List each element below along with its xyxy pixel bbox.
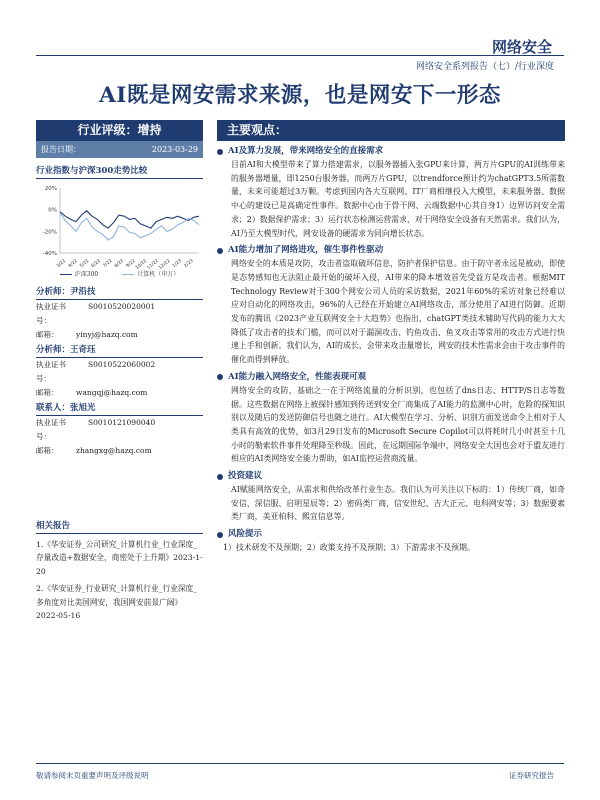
legend-label-computer: 计算机（申万） xyxy=(137,271,180,278)
analyst-mail-row xyxy=(36,328,203,342)
analyst-mail-row xyxy=(36,444,203,458)
related-report-item[interactable]: 1.《华安证券_公司研究_计算机行业_行业深度_存量改造+数据安全，商密处于上升期》2023-1-20 xyxy=(36,540,203,576)
analyst-2 xyxy=(36,344,203,400)
analyst-mail-row xyxy=(36,386,203,400)
cert-value: S0010121090040 xyxy=(88,418,156,427)
footer-report-type: 证券研究报告 xyxy=(509,771,554,780)
x-tick-label: 7/22 xyxy=(102,258,114,270)
point-paragraph: 网络安全的攻防，基础之一在于网络流量的分析识别，也包括了dns日志、HTTP/S日志等数据。这些数据在网络上被探针感知到传送到安全厂商集成了AI能力的监测中心时，危险的探知识别以及随后的发送防御信号也随之进行。AI大模型在学习、分析、识别方面发送命令上相对于人类具有高效的优势，如3月29日发布的Microsoft Secure Copilot可以将耗时几小时甚至十几小时的勒索软件事件处理降至秒级。因此，在远期国际争端中，网络安全大国也会对于盟友进行相应的AI类网络安全能力帮助，如AI监控运营商流量。 xyxy=(231,385,565,464)
chart-legend xyxy=(36,271,203,279)
point-paragraph: 目前AI和大模型带来了算力搭建需求，以服务器插入张GPU来计算，两万片GPU的AI训练带来的服务器增量，即1250台服务器。而两万片GPU，以trendforce预计约为chatGPT3.5所需数量，未来可能超过3万颗。考虑到国内各大互联网、IT厂商相继投入大模型，未来服务器、数据中心的建设已是高确定性事件。数据中心由于骨干网、云端数据中心其自身1）边界访问安全需求；2）数据保护需求；3）运行状态检测运营需求，对于网络安全设备有天然需求。我们认为，AI乃至大模型时代，网安设备的硬需求为同向增长状态。 xyxy=(231,160,565,238)
brand-title: 网络安全 xyxy=(491,38,552,56)
report-date-row xyxy=(36,141,203,158)
chart-title-divider xyxy=(36,178,203,179)
mail-value[interactable]: yinyj@hazq.com xyxy=(76,330,138,339)
cert-label: 执业证书号： xyxy=(36,418,66,441)
x-tick-label: 1/23 xyxy=(171,258,183,270)
analyst-name: 联系人：张旭光 xyxy=(36,402,203,416)
series-line-hs300 xyxy=(60,211,199,228)
analyst-1 xyxy=(36,286,203,342)
x-tick-label: 2/23 xyxy=(183,258,195,270)
point-heading-text: AI及算力发展，带来网络安全的直接需求 xyxy=(228,146,384,156)
related-reports-title: 相关报告 xyxy=(36,520,203,534)
point-heading xyxy=(217,145,565,158)
cert-label: 执业证书号： xyxy=(36,360,66,383)
bullet-icon xyxy=(217,149,223,155)
x-tick-label: 12/22 xyxy=(158,258,172,271)
mail-label: 邮箱： xyxy=(36,446,59,455)
x-tick-label: 11/22 xyxy=(146,258,160,271)
mail-label: 邮箱： xyxy=(36,388,59,397)
analyst-cert-row xyxy=(36,300,203,328)
point-paragraph: AI赋能网络安全，从需求和供给改革行业生态。我们认为可关注以下标的：1）传统厂商，如奇安信、深信服、启明星辰等；2）密码类厂商，信安世纪、吉大正元、电科网安等；3）数据要素类厂商，美亚柏科、熙宜信息等。 xyxy=(231,485,565,522)
point-paragraph: 1）技术研发不及预期；2）政策支持不及预期；3）下游需求不及预期。 xyxy=(223,543,475,553)
y-tick-label: 20% xyxy=(44,186,57,192)
legend-swatch-hs300 xyxy=(60,274,72,275)
mail-label: 邮箱： xyxy=(36,330,59,339)
bullet-icon xyxy=(217,532,223,538)
main-points-header: 主要观点： xyxy=(217,120,565,141)
left-column xyxy=(36,120,203,622)
report-series: 网络安全系列报告（七）/行业深度 xyxy=(415,62,554,72)
x-tick-label: 4/22 xyxy=(67,258,79,270)
footer-disclaimer[interactable]: 敬请参阅末页重要声明及评级说明 xyxy=(36,771,149,780)
bullet-icon xyxy=(217,474,223,480)
bullet-icon xyxy=(217,374,223,380)
legend-item-computer xyxy=(122,271,179,279)
point-heading xyxy=(217,244,565,257)
industry-rating: 行业评级：增持 xyxy=(36,120,203,141)
analyst-name: 分析师：王奇珏 xyxy=(36,344,203,358)
y-tick-label: -40% xyxy=(42,251,57,257)
point-heading-text: 风险提示 xyxy=(228,529,263,540)
report-title: AI既是网安需求来源，也是网安下一形态 xyxy=(99,83,501,108)
point-heading-text: AI能力融入网络安全，性能表现可观 xyxy=(228,371,367,382)
legend-label-hs300: 沪深300 xyxy=(74,271,99,278)
index-chart-svg xyxy=(36,183,203,271)
chart-title: 行业指数与沪深300走势比较 xyxy=(36,166,148,176)
y-tick-label: -20% xyxy=(42,229,57,236)
x-tick-label: 8/22 xyxy=(114,258,125,270)
main-column xyxy=(217,120,565,555)
x-tick-label: 9/22 xyxy=(125,258,137,270)
point-ai-defense xyxy=(217,371,565,466)
report-date-label: 报告日期： xyxy=(41,145,81,154)
index-chart xyxy=(36,183,203,279)
mail-value[interactable]: zhangxg@hazq.com xyxy=(76,446,152,455)
point-heading-text: AI能力增加了网络进攻，催生事件性驱动 xyxy=(228,245,384,256)
analyst-cert-row xyxy=(36,416,203,444)
point-risk xyxy=(217,528,565,555)
point-heading xyxy=(217,528,565,541)
point-ai-compute xyxy=(217,145,565,240)
bullet-icon xyxy=(217,248,223,254)
analyst-cert-row xyxy=(36,358,203,386)
header-divider xyxy=(36,55,564,56)
point-ai-attack xyxy=(217,244,565,367)
report-date-value: 2023-03-29 xyxy=(151,145,198,154)
cert-label: 执业证书号： xyxy=(36,302,66,325)
point-heading-text: 投资建议 xyxy=(228,471,263,482)
point-heading xyxy=(217,470,565,483)
related-report-item[interactable]: 2.《华安证券_行业研究_计算机行业_行业深度_多角度对比美国网安，我国网安前景广阔》2022-05-16 xyxy=(36,584,198,621)
x-tick-label: 6/22 xyxy=(90,258,102,270)
y-tick-label: 0% xyxy=(48,207,57,214)
footer-divider xyxy=(36,763,564,764)
analyst-3 xyxy=(36,402,203,458)
x-tick-label: 10/22 xyxy=(135,258,149,271)
x-tick-label: 5/22 xyxy=(79,258,91,270)
legend-item-hs300 xyxy=(60,271,98,279)
mail-value[interactable]: wangqj@hazq.com xyxy=(76,388,148,397)
legend-swatch-computer xyxy=(122,274,134,275)
point-paragraph: 网络安全的本质是攻防，攻击者盗取破坏信息，防护者保护信息。由于防守者永远是被动，即使是态势感知也无法阻止最开始的破坏入侵，AI带来的降本增效首先受益方是攻击者。根据MIT Technology Review对于300个网安公司人员的采访数据，2021年60%的采访对象已经难以应对自动化的网络攻击，96%的人已经在开始建立AI网络攻击，部分使用了AI进行防御。近期发布的腾讯《2023产业互联网安全十大趋势》也指出，chatGPT类技术辅助写代码的能力大大降低了攻击者的技术门槛，而可以对于漏洞攻击、钓鱼攻击、鱼叉攻击等常用的攻击方式进行快速上手和创新。我们认为，AI的成长，会带来攻击量增长，网安的技术性需求会由于攻击事件的催化而得到释放。 xyxy=(231,259,565,365)
point-heading xyxy=(217,371,565,384)
x-tick-label: 3/22 xyxy=(56,258,68,270)
analyst-name: 分析师：尹沿技 xyxy=(36,286,203,300)
cert-value: S0010522060002 xyxy=(88,360,156,369)
point-investment xyxy=(217,470,565,524)
cert-value: S0010520020001 xyxy=(88,302,156,311)
